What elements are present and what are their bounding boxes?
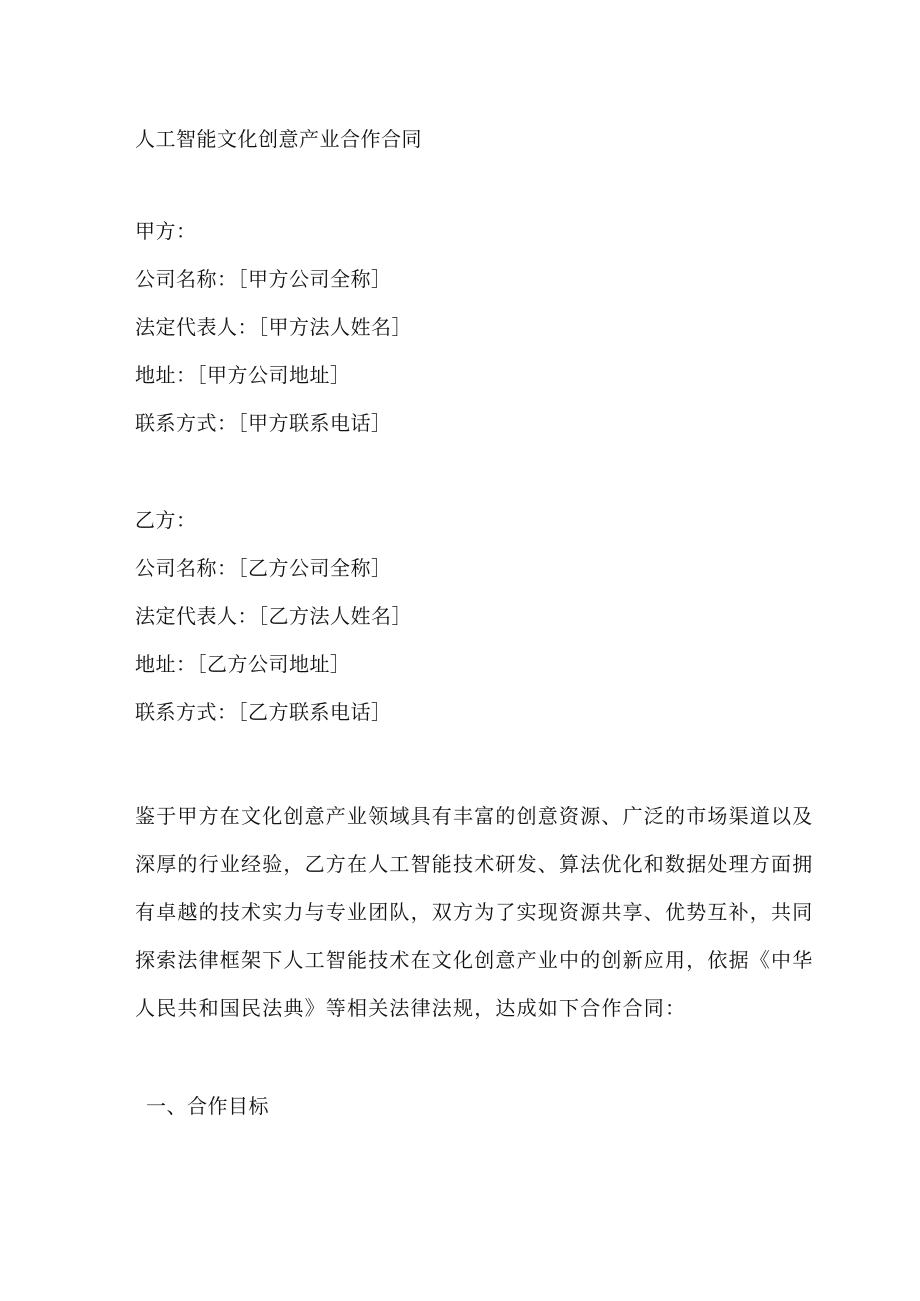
section-heading: 一、合作目标 <box>146 1094 269 1118</box>
document-title: 人工智能文化创意产业合作合同 <box>135 127 422 151</box>
party-b-contact: 联系方式：［乙方联系电话］ <box>135 700 392 724</box>
party-b-label: 乙方： <box>135 508 197 532</box>
party-b-company: 公司名称：［乙方公司全称］ <box>135 556 392 580</box>
preamble-line: 人民共和国民法典》等相关法律法规，达成如下合作合同： <box>135 996 687 1020</box>
party-b-address: 地址：［乙方公司地址］ <box>135 652 351 676</box>
party-a-address: 地址：［甲方公司地址］ <box>135 363 351 387</box>
preamble-line: 鉴于甲方在文化创意产业领域具有丰富的创意资源、广泛的市场渠道以及 <box>135 804 814 828</box>
party-a-label: 甲方： <box>135 219 197 243</box>
party-a-company: 公司名称：［甲方公司全称］ <box>135 267 392 291</box>
party-a-contact: 联系方式：［甲方联系电话］ <box>135 411 392 435</box>
preamble-line: 有卓越的技术实力与专业团队，双方为了实现资源共享、优势互补，共同 <box>135 900 814 924</box>
party-a-representative: 法定代表人：［甲方法人姓名］ <box>135 315 412 339</box>
preamble-line: 探索法律框架下人工智能技术在文化创意产业中的创新应用，依据《中华 <box>135 948 814 972</box>
preamble-line: 深厚的行业经验，乙方在人工智能技术研发、算法优化和数据处理方面拥 <box>135 852 814 876</box>
party-b-representative: 法定代表人：［乙方法人姓名］ <box>135 604 412 628</box>
preamble-paragraph <box>135 792 814 1032</box>
